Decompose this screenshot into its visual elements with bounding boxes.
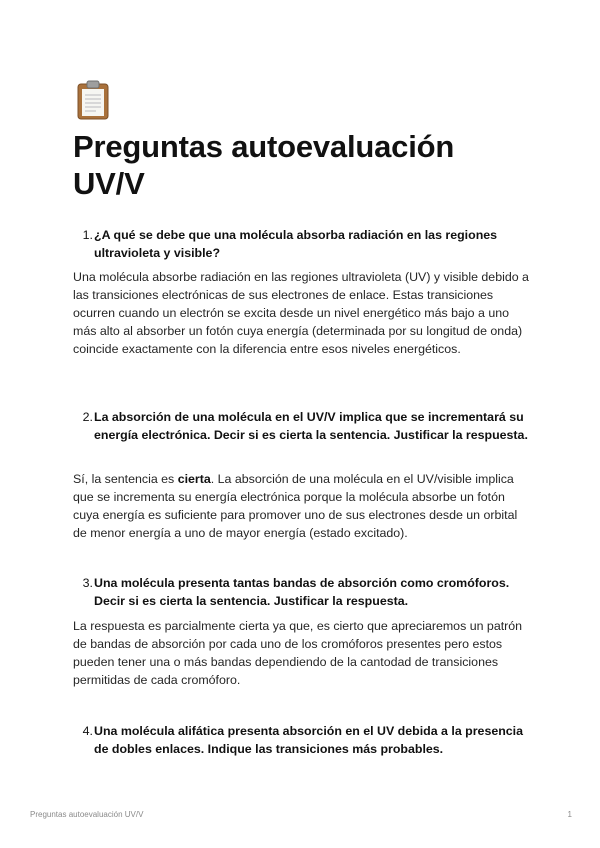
question-2	[73, 408, 533, 444]
question-text: ¿A qué se debe que una molécula absorba radiación en las regiones ultravioleta y visible?	[94, 228, 498, 260]
question-number: 4.	[82, 724, 93, 738]
question-number: 3.	[82, 576, 93, 590]
answer-3: La respuesta es parcialmente cierta ya que, es cierto que apreciaremos un patrón de bandas de absorción por cada uno de los cromóforos presentes pero estos pueden tener una o más bandas dependiendo de la cantodad de transiciones permitidas de cada cromóforo.	[73, 619, 523, 687]
footer-title: Preguntas autoevaluación UV/V	[30, 810, 144, 819]
answer-prefix: Sí, la sentencia es	[73, 472, 178, 486]
answer-suffix: . La absorción de una molécula en el UV/visible implica que se incrementa su energía electrónica porque la molécula absorbe un fotón cuya energía es suficiente para promover uno de sus electrones desde un orbital de menor energía a uno de mayor energía (estado excitado).	[73, 472, 518, 540]
question-number: 1.	[82, 228, 93, 242]
page-title: Preguntas autoevaluación UV/V	[73, 129, 455, 201]
question-text: Una molécula alifática presenta absorción en el UV debida a la presencia de dobles enlaces. Indique las transiciones más probables.	[94, 724, 524, 756]
answer-2	[73, 470, 533, 542]
answer-emphasis: cierta	[177, 472, 211, 486]
answer-1: Una molécula absorbe radiación en las regiones ultravioleta (UV) y visible debido a las transiciones electrónicas de sus electrones de enlace. Estas transiciones ocurren cuando un electrón se excita desde un nivel energético más bajo a uno más alto al absorber un fotón cuya energía (determinada por su longitud de onda) coincide exactamente con la diferencia entre esos niveles energéticos.	[73, 270, 529, 356]
question-3	[73, 574, 533, 610]
question-text: Una molécula presenta tantas bandas de absorción como cromóforos. Decir si es cierta la sentencia. Justificar la respuesta.	[94, 576, 510, 608]
question-1	[73, 226, 533, 262]
question-4	[73, 722, 533, 758]
question-number: 2.	[82, 410, 93, 424]
question-text: La absorción de una molécula en el UV/V implica que se incrementará su energía electrónica. Decir si es cierta la sentencia. Justificar la respuesta.	[94, 410, 528, 442]
footer-page-number: 1	[567, 810, 572, 819]
clipboard-icon	[74, 80, 112, 120]
